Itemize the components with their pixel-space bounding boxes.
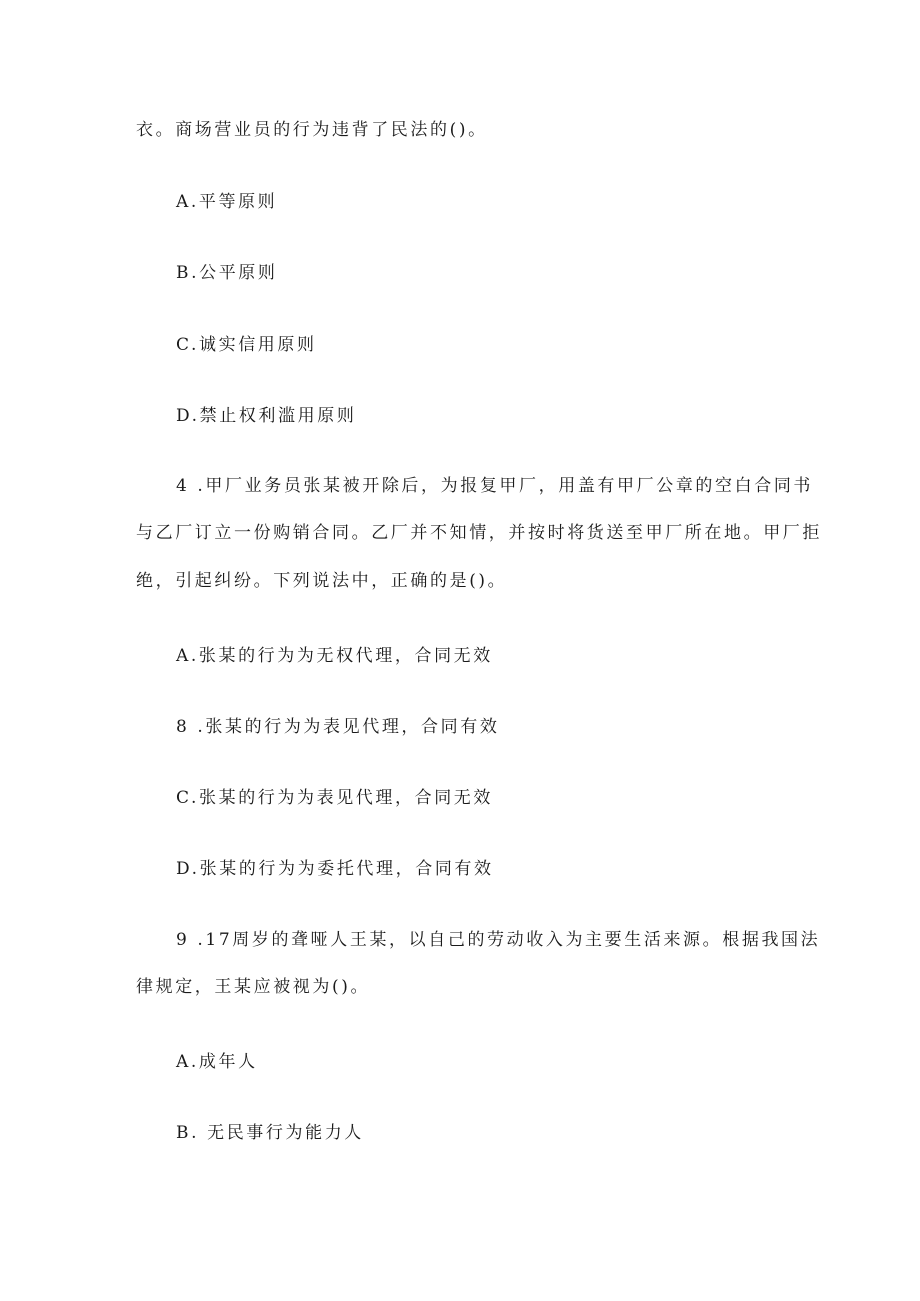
q4-option-d: D.张某的行为为委托代理，合同有效 [176,859,494,879]
q3-option-d: D.禁止权利滥用原则 [176,406,357,426]
question-4-line-3: 绝，引起纠纷。下列说法中，正确的是()。 [136,571,508,591]
q3-option-c: C.诚实信用原则 [176,335,317,355]
question-5-line-1: 9 .17周岁的聋哑人王某，以自己的劳动收入为主要生活来源。根据我国法 [176,930,821,950]
q4-option-c: C.张某的行为为表见代理，合同无效 [176,788,494,808]
question-4-line-2: 与乙厂订立一份购销合同。乙厂并不知情，并按时将货送至甲厂所在地。甲厂拒 [136,523,822,543]
q5-option-b: B. 无民事行为能力人 [176,1123,364,1143]
q4-option-a: A.张某的行为为无权代理，合同无效 [176,646,493,666]
question-5-line-2: 律规定，王某应被视为()。 [136,977,371,997]
q4-option-b: 8 .张某的行为为表见代理，合同有效 [176,717,500,737]
q3-option-b: B.公平原则 [176,263,278,283]
question-3-stem-end: 衣。商场营业员的行为违背了民法的()。 [136,120,488,140]
question-4-line-1: 4 .甲厂业务员张某被开除后，为报复甲厂，用盖有甲厂公章的空白合同书 [176,476,814,496]
q3-option-a: A.平等原则 [176,192,278,212]
q5-option-a: A.成年人 [176,1052,258,1072]
